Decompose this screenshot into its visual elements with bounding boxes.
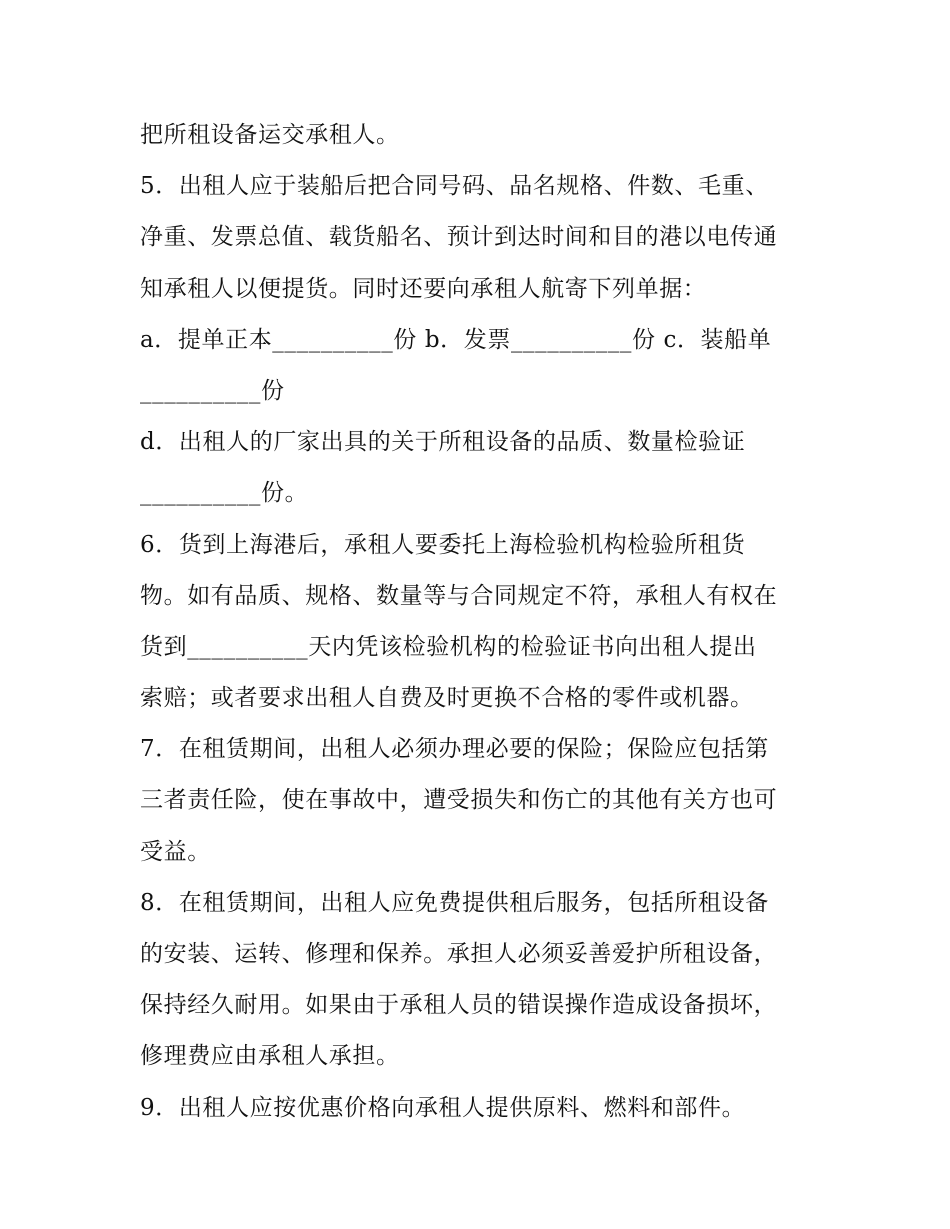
text-line: 6．货到上海港后，承租人要委托上海检验机构检验所租货: [140, 531, 746, 558]
text-line: 物。如有品质、规格、数量等与合同规定不符，承租人有权在: [140, 582, 778, 609]
text-line: 知承租人以便提货。同时还要向承租人航寄下列单据：: [140, 275, 707, 302]
text-line: 5．出租人应于装船后把合同号码、品名规格、件数、毛重、: [140, 173, 769, 200]
contract-text: [140, 110, 820, 1134]
text-line: __________份: [140, 377, 285, 404]
text-line: 三者责任险，使在事故中，遭受损失和伤亡的其他有关方也可: [140, 787, 778, 814]
text-line: 把所租设备运交承租人。: [140, 122, 400, 148]
text-line: 索赔；或者要求出租人自费及时更换不合格的零件或机器。: [140, 685, 754, 712]
text-line: a．提单正本__________份 b．发票__________份 c．装船单: [140, 326, 772, 353]
text-line: 9．出租人应按优惠价格向承租人提供原料、燃料和部件。: [140, 1094, 746, 1121]
text-line: 保持经久耐用。如果由于承租人员的错误操作造成设备损坏，: [140, 992, 778, 1019]
text-line: 受益。: [140, 838, 211, 865]
text-line: 8．在租赁期间，出租人应免费提供租后服务，包括所租设备: [140, 889, 769, 916]
text-line: 净重、发票总值、载货船名、预计到达时间和目的港以电传通: [140, 224, 778, 251]
text-line: 修理费应由承租人承担。: [140, 1043, 400, 1070]
text-line: 的安装、运转、修理和保养。承担人必须妥善爱护所租设备，: [140, 941, 778, 967]
text-line: 7．在租赁期间，出租人必须办理必要的保险；保险应包括第: [140, 736, 769, 763]
text-line: 货到__________天内凭该检验机构的检验证书向出租人提出: [140, 633, 757, 660]
text-line: d．出租人的厂家出具的关于所租设备的品质、数量检验证: [140, 429, 746, 456]
text-line: __________份。: [140, 480, 309, 507]
